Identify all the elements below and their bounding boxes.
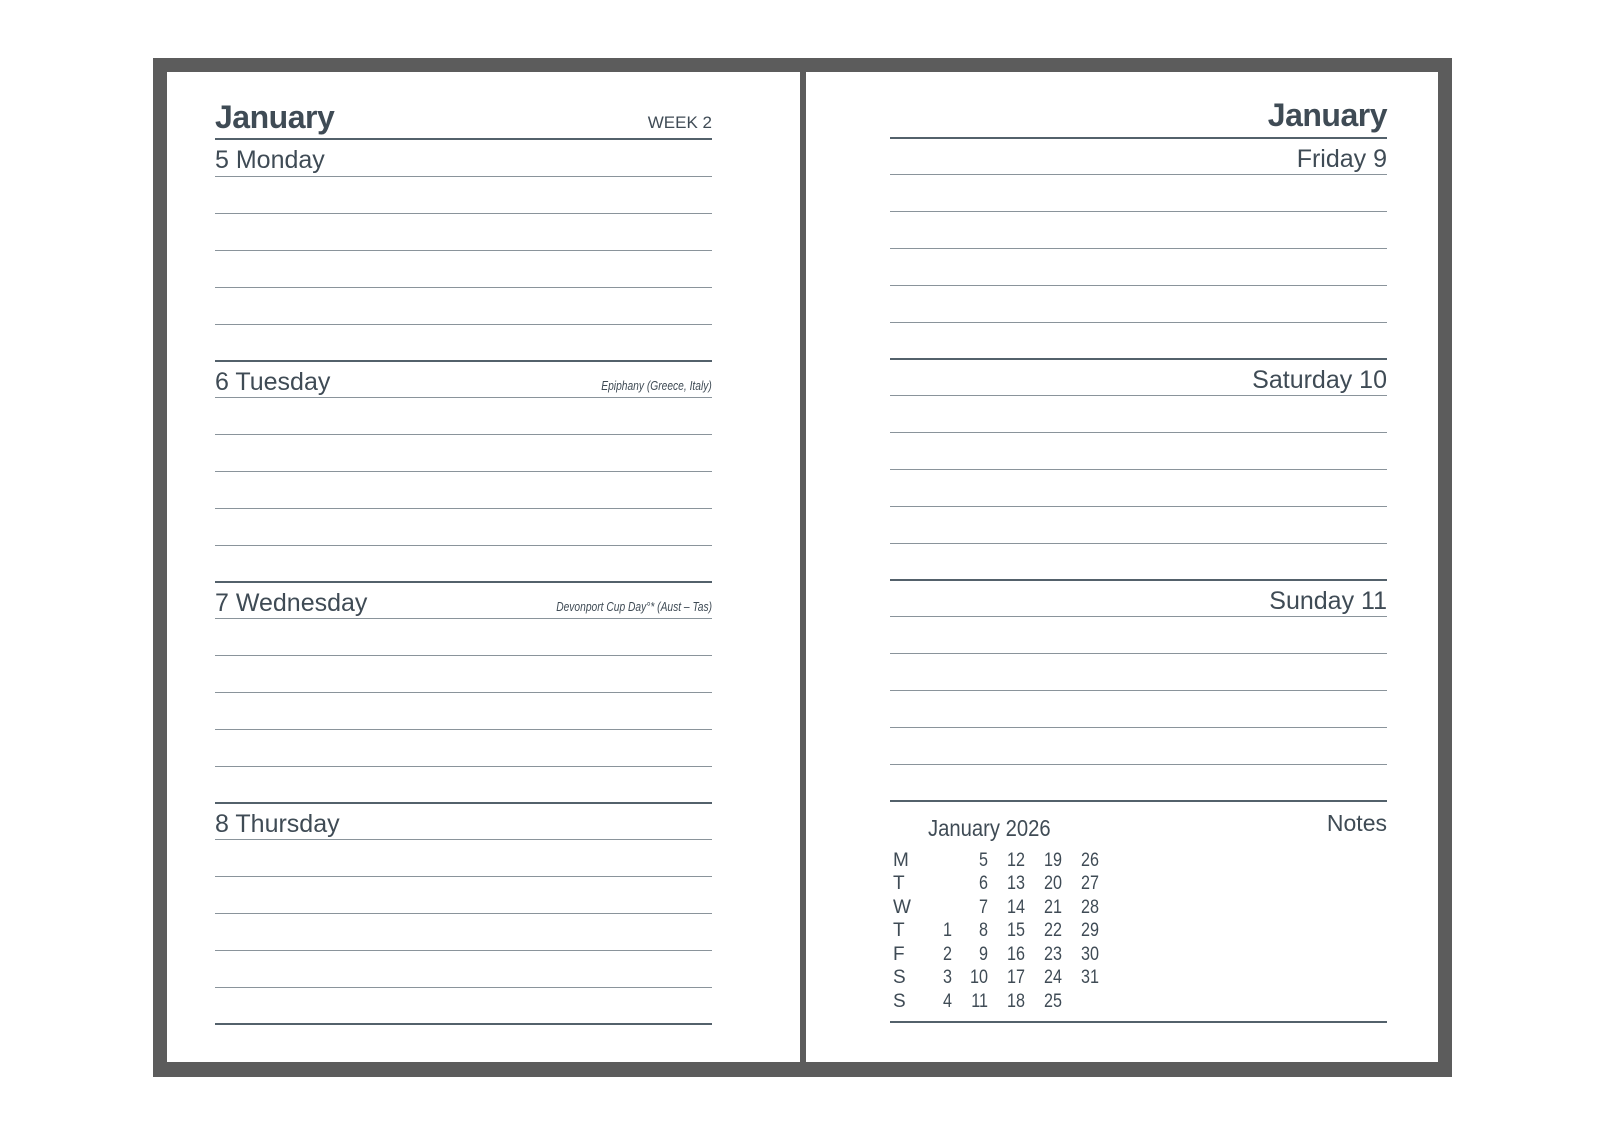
writing-line — [215, 508, 712, 509]
day-divider-rule — [215, 802, 712, 804]
writing-line — [215, 766, 712, 767]
writing-line — [215, 876, 712, 877]
day-label: Sunday 11 — [1269, 587, 1387, 615]
writing-line — [215, 839, 712, 840]
calendar-date: 1 — [943, 920, 952, 941]
writing-line — [215, 950, 712, 951]
calendar-date: 27 — [1081, 873, 1099, 894]
day-label: 8 Thursday — [215, 810, 340, 838]
writing-line — [890, 248, 1387, 249]
day-divider-rule — [890, 358, 1387, 360]
writing-line — [890, 543, 1387, 544]
writing-line — [215, 618, 712, 619]
writing-line — [890, 764, 1387, 765]
weekday-letter: W — [893, 897, 911, 918]
calendar-date: 29 — [1081, 920, 1099, 941]
writing-line — [890, 506, 1387, 507]
page-bottom-rule — [215, 1023, 712, 1025]
page-bottom-rule — [890, 1021, 1387, 1023]
day-label: 5 Monday — [215, 146, 325, 174]
calendar-date: 2 — [943, 944, 952, 965]
calendar-date: 6 — [979, 873, 988, 894]
calendar-date: 21 — [1044, 897, 1062, 918]
writing-line — [215, 287, 712, 288]
calendar-date: 17 — [1007, 967, 1025, 988]
writing-line — [890, 653, 1387, 654]
calendar-date: 23 — [1044, 944, 1062, 965]
holiday-note: Epiphany (Greece, Italy) — [601, 379, 712, 393]
writing-line — [215, 545, 712, 546]
calendar-date: 31 — [1081, 967, 1099, 988]
calendar-date: 5 — [979, 850, 988, 871]
calendar-date: 7 — [979, 897, 988, 918]
weekday-letter: T — [893, 920, 905, 941]
notes-label: Notes — [1326, 810, 1387, 836]
writing-line — [890, 727, 1387, 728]
writing-line — [215, 434, 712, 435]
writing-line — [215, 987, 712, 988]
writing-line — [215, 913, 712, 914]
weekday-letter: S — [893, 991, 906, 1012]
calendar-date: 28 — [1081, 897, 1099, 918]
calendar-date: 24 — [1044, 967, 1062, 988]
writing-line — [215, 692, 712, 693]
writing-line — [890, 211, 1387, 212]
calendar-date: 19 — [1044, 850, 1062, 871]
writing-line — [215, 655, 712, 656]
week-number: WEEK 2 — [647, 113, 712, 132]
header-rule — [890, 137, 1387, 139]
calendar-date: 18 — [1007, 991, 1025, 1012]
writing-line — [890, 395, 1387, 396]
calendar-date: 11 — [971, 991, 988, 1012]
writing-line — [215, 397, 712, 398]
day-divider-rule — [215, 360, 712, 362]
diary-spine — [800, 72, 806, 1062]
calendar-date: 25 — [1044, 991, 1062, 1012]
calendar-date: 15 — [1007, 920, 1025, 941]
day-label: 6 Tuesday — [215, 368, 331, 396]
day-label: Saturday 10 — [1252, 366, 1387, 394]
calendar-date: 14 — [1007, 897, 1025, 918]
writing-line — [890, 616, 1387, 617]
calendar-date: 30 — [1081, 944, 1099, 965]
writing-line — [890, 432, 1387, 433]
writing-line — [890, 174, 1387, 175]
calendar-date: 26 — [1081, 850, 1099, 871]
writing-line — [890, 469, 1387, 470]
day-divider-rule — [890, 579, 1387, 581]
writing-line — [890, 690, 1387, 691]
writing-line — [215, 213, 712, 214]
mini-calendar-title: January 2026 — [928, 815, 1051, 841]
weekday-letter: T — [893, 873, 905, 894]
calendar-date: 16 — [1007, 944, 1025, 965]
writing-line — [215, 250, 712, 251]
weekday-letter: F — [893, 944, 905, 965]
writing-line — [215, 471, 712, 472]
writing-line — [215, 729, 712, 730]
day-divider-rule — [215, 581, 712, 583]
calendar-date: 4 — [943, 991, 952, 1012]
page-month-title: January — [1267, 97, 1387, 133]
calendar-date: 10 — [970, 967, 988, 988]
day-label: Friday 9 — [1296, 145, 1387, 173]
calendar-date: 8 — [979, 920, 988, 941]
notes-divider-rule — [890, 800, 1387, 802]
calendar-date: 12 — [1007, 850, 1025, 871]
calendar-date: 9 — [979, 944, 988, 965]
header-rule — [215, 138, 712, 140]
calendar-date: 20 — [1044, 873, 1062, 894]
day-label: 7 Wednesday — [215, 589, 368, 617]
calendar-date: 3 — [943, 967, 952, 988]
weekday-letter: S — [893, 967, 906, 988]
calendar-date: 22 — [1044, 920, 1062, 941]
weekday-letter: M — [893, 850, 909, 871]
writing-line — [890, 285, 1387, 286]
writing-line — [890, 322, 1387, 323]
writing-line — [215, 324, 712, 325]
holiday-note: Devonport Cup Day°* (Aust – Tas) — [556, 600, 712, 614]
page-month-title: January — [215, 99, 335, 135]
calendar-date: 13 — [1007, 873, 1025, 894]
writing-line — [215, 176, 712, 177]
